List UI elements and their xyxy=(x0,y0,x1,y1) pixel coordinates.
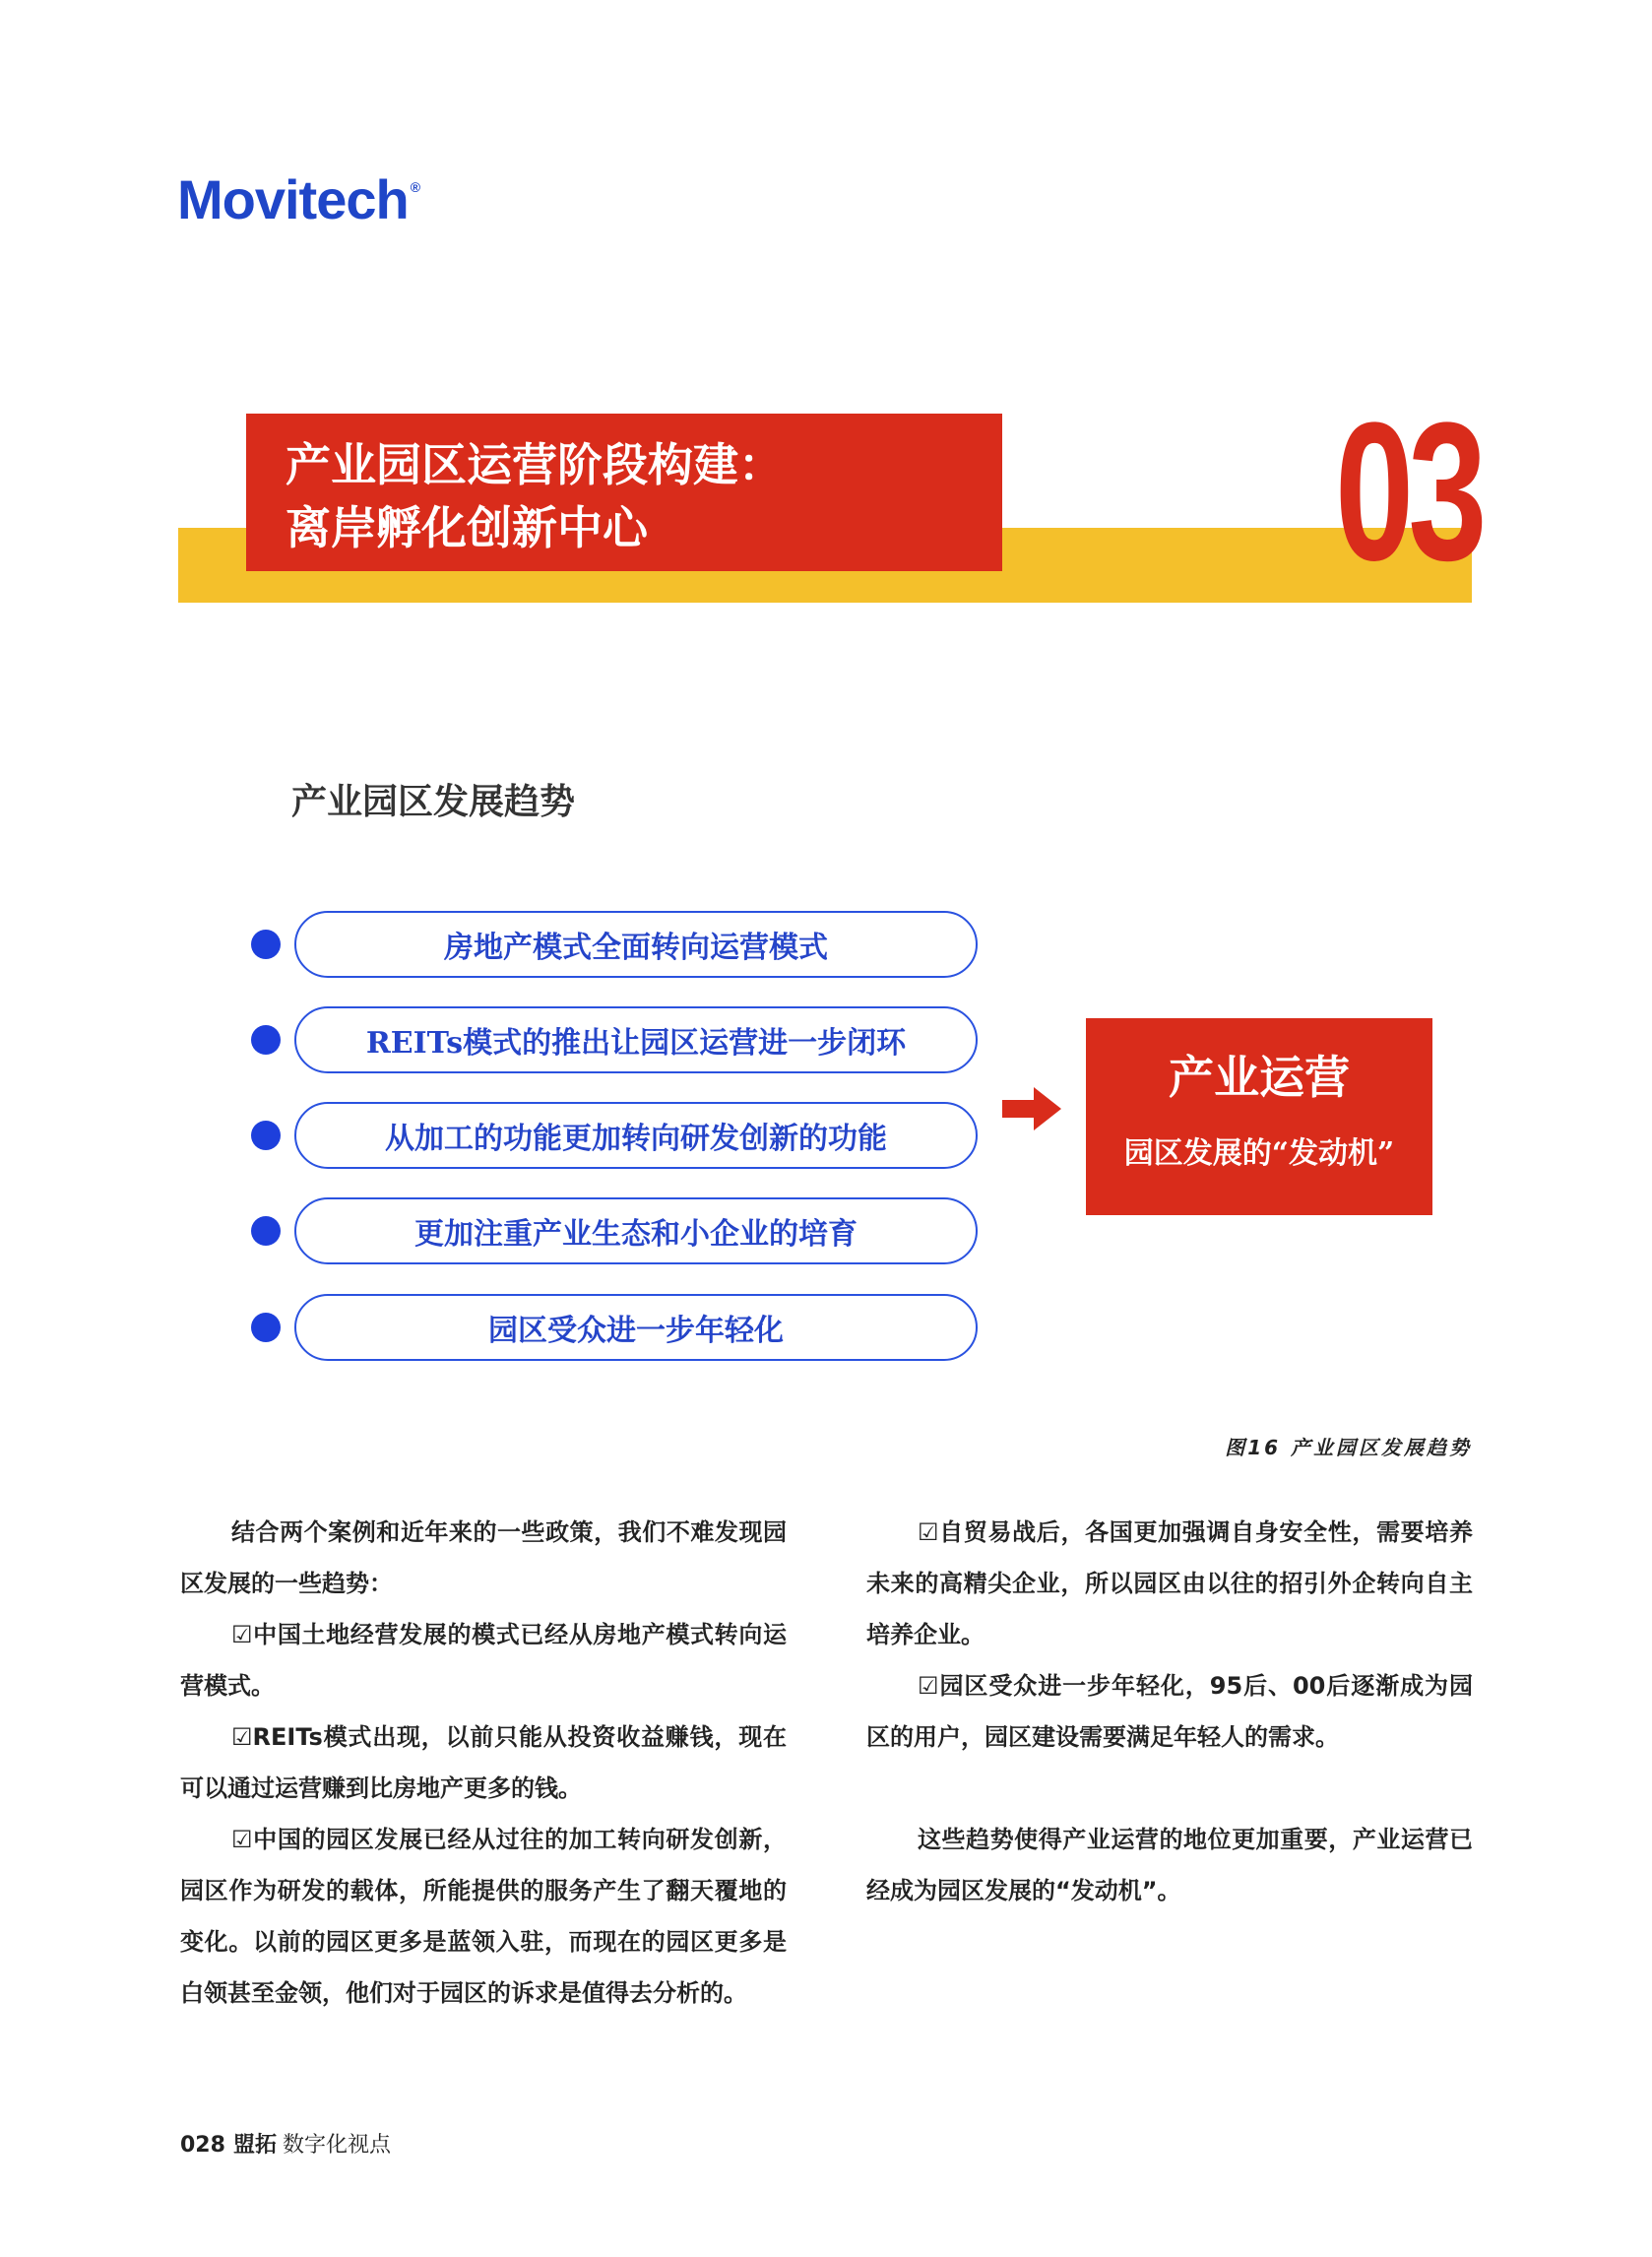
trend-item-5: 园区受众进一步年轻化 xyxy=(294,1294,978,1361)
paragraph: ☑中国的园区发展已经从过往的加工转向研发创新，园区作为研发的载体，所能提供的服务产生了翻天覆地的变化。以前的园区更多是蓝领入驻，而现在的园区更多是白领甚至金领，他们对于园区的诉求是值得去分析的。 xyxy=(180,1826,787,2007)
trend-item-4: 更加注重产业生态和小企业的培育 xyxy=(294,1197,978,1264)
footer-brand: 盟拓 xyxy=(232,2133,277,2158)
bullet-dot-icon xyxy=(251,1025,281,1055)
trend-item-1: 房地产模式全面转向运营模式 xyxy=(294,911,978,978)
paragraph: ☑自贸易战后，各国更加强调自身安全性，需要培养未来的高精尖企业，所以园区由以往的招引外企转向自主培养企业。 xyxy=(866,1518,1473,1648)
figure-caption: 图16 产业园区发展趋势 xyxy=(1225,1436,1472,1459)
trend-item-3: 从加工的功能更加转向研发创新的功能 xyxy=(294,1102,978,1169)
result-sub-text: 园区发展的“发动机” xyxy=(1123,1136,1395,1171)
arrow-right-icon xyxy=(1002,1087,1061,1130)
diagram-title: 产业园区发展趋势 xyxy=(291,781,576,822)
paragraph: ☑REITs模式出现，以前只能从投资收益赚钱，现在可以通过运营赚到比房地产更多的钱。 xyxy=(180,1723,787,1802)
page-number: 028 xyxy=(180,2133,225,2158)
paragraph: ☑园区受众进一步年轻化，95后、00后逐渐成为园区的用户，园区建设需要满足年轻人的需求。 xyxy=(866,1672,1473,1751)
bullet-dot-icon xyxy=(251,1121,281,1150)
trend-item-2: REITs模式的推出让园区运营进一步闭环 xyxy=(294,1006,978,1073)
section-title-box xyxy=(246,414,1002,571)
paragraph: 这些趋势使得产业运营的地位更加重要，产业运营已经成为园区发展的“发动机”。 xyxy=(866,1826,1473,1904)
bullet-dot-icon xyxy=(251,1216,281,1246)
registered-mark: ® xyxy=(410,179,421,195)
page-footer xyxy=(180,2131,391,2160)
section-number: 03 xyxy=(1335,382,1482,602)
body-column-right xyxy=(866,1507,1473,1916)
footer-subtitle: 数字化视点 xyxy=(282,2133,391,2158)
section-title-line-1: 产业园区运营阶段构建： xyxy=(286,438,784,491)
movitech-logo xyxy=(177,165,420,234)
body-column-left xyxy=(180,1507,787,2019)
section-title-line-2: 离岸孵化创新中心 xyxy=(286,501,648,554)
bullet-dot-icon xyxy=(251,930,281,959)
logo-text: Movitech xyxy=(177,168,409,230)
result-main-text: 产业运营 xyxy=(1169,1051,1350,1104)
paragraph: 结合两个案例和近年来的一些政策，我们不难发现园区发展的一些趋势： xyxy=(180,1518,787,1597)
paragraph: ☑中国土地经营发展的模式已经从房地产模式转向运营模式。 xyxy=(180,1621,787,1700)
bullet-dot-icon xyxy=(251,1313,281,1342)
result-box xyxy=(1086,1018,1432,1215)
